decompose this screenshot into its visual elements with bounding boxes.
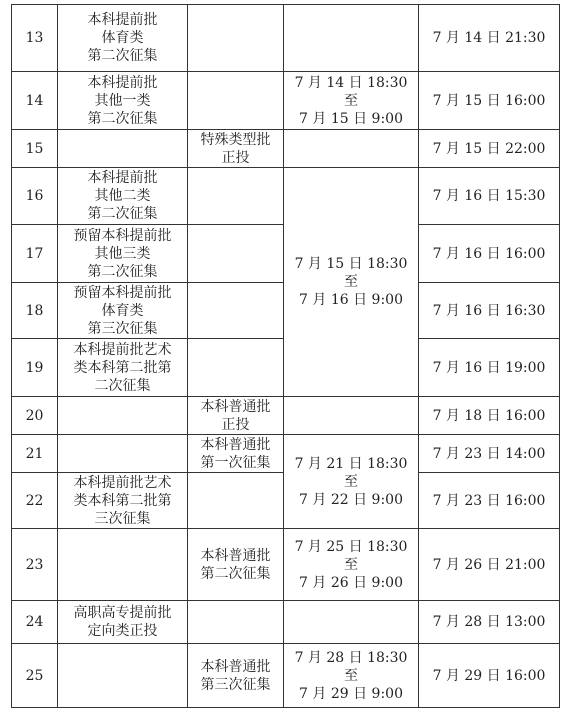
batch-cell: 本科提前批艺术 类本科第二批第 二次征集 bbox=[58, 339, 188, 397]
row-number: 25 bbox=[12, 644, 58, 708]
batch-cell: 高职高专提前批 定向类正投 bbox=[58, 601, 188, 644]
row-number: 17 bbox=[12, 225, 58, 283]
row-number: 23 bbox=[12, 529, 58, 601]
period-cell bbox=[284, 397, 419, 435]
type-cell: 本科普通批 第二次征集 bbox=[188, 529, 284, 601]
deadline-cell: 7 月 14 日 21:30 bbox=[419, 5, 560, 72]
deadline-cell: 7 月 23 日 14:00 bbox=[419, 435, 560, 473]
deadline-cell: 7 月 23 日 16:00 bbox=[419, 473, 560, 529]
type-cell bbox=[188, 225, 284, 283]
table-row bbox=[12, 5, 560, 72]
row-number: 15 bbox=[12, 130, 58, 168]
type-cell bbox=[188, 473, 284, 529]
row-number: 24 bbox=[12, 601, 58, 644]
type-cell bbox=[188, 283, 284, 339]
type-cell bbox=[188, 72, 284, 130]
type-cell bbox=[188, 5, 284, 72]
table-row bbox=[12, 601, 560, 644]
deadline-cell: 7 月 29 日 16:00 bbox=[419, 644, 560, 708]
period-cell: 7 月 28 日 18:30 至 7 月 29 日 9:00 bbox=[284, 644, 419, 708]
batch-cell bbox=[58, 130, 188, 168]
table-row bbox=[12, 130, 560, 168]
row-number: 21 bbox=[12, 435, 58, 473]
row-number: 20 bbox=[12, 397, 58, 435]
row-number: 13 bbox=[12, 5, 58, 72]
batch-cell: 本科提前批艺术 类本科第二批第 三次征集 bbox=[58, 473, 188, 529]
table-row bbox=[12, 72, 560, 130]
deadline-cell: 7 月 16 日 15:30 bbox=[419, 168, 560, 225]
deadline-cell: 7 月 15 日 22:00 bbox=[419, 130, 560, 168]
deadline-cell: 7 月 18 日 16:00 bbox=[419, 397, 560, 435]
row-number: 14 bbox=[12, 72, 58, 130]
type-cell bbox=[188, 339, 284, 397]
period-cell bbox=[284, 5, 419, 72]
batch-cell: 预留本科提前批 体育类 第三次征集 bbox=[58, 283, 188, 339]
type-cell: 本科普通批 正投 bbox=[188, 397, 284, 435]
type-cell: 本科普通批 第三次征集 bbox=[188, 644, 284, 708]
table-row bbox=[12, 397, 560, 435]
batch-cell: 本科提前批 其他一类 第二次征集 bbox=[58, 72, 188, 130]
batch-cell: 预留本科提前批 其他三类 第二次征集 bbox=[58, 225, 188, 283]
period-cell bbox=[284, 601, 419, 644]
batch-cell bbox=[58, 529, 188, 601]
batch-cell: 本科提前批 体育类 第二次征集 bbox=[58, 5, 188, 72]
row-number: 22 bbox=[12, 473, 58, 529]
deadline-cell: 7 月 15 日 16:00 bbox=[419, 72, 560, 130]
type-cell: 特殊类型批 正投 bbox=[188, 130, 284, 168]
admission-schedule-table bbox=[11, 4, 560, 708]
deadline-cell: 7 月 16 日 16:00 bbox=[419, 225, 560, 283]
type-cell bbox=[188, 168, 284, 225]
deadline-cell: 7 月 16 日 16:30 bbox=[419, 283, 560, 339]
type-cell: 本科普通批 第一次征集 bbox=[188, 435, 284, 473]
deadline-cell: 7 月 26 日 21:00 bbox=[419, 529, 560, 601]
period-cell: 7 月 14 日 18:30 至 7 月 15 日 9:00 bbox=[284, 72, 419, 130]
batch-cell bbox=[58, 435, 188, 473]
table-row bbox=[12, 168, 560, 225]
deadline-cell: 7 月 28 日 13:00 bbox=[419, 601, 560, 644]
table-row bbox=[12, 529, 560, 601]
batch-cell: 本科提前批 其他二类 第二次征集 bbox=[58, 168, 188, 225]
period-cell: 7 月 21 日 18:30 至 7 月 22 日 9:00 bbox=[284, 435, 419, 529]
row-number: 19 bbox=[12, 339, 58, 397]
deadline-cell: 7 月 16 日 19:00 bbox=[419, 339, 560, 397]
table-row bbox=[12, 644, 560, 708]
row-number: 18 bbox=[12, 283, 58, 339]
period-cell: 7 月 25 日 18:30 至 7 月 26 日 9:00 bbox=[284, 529, 419, 601]
batch-cell bbox=[58, 397, 188, 435]
type-cell bbox=[188, 601, 284, 644]
table-row bbox=[12, 435, 560, 473]
batch-cell bbox=[58, 644, 188, 708]
period-cell bbox=[284, 130, 419, 168]
row-number: 16 bbox=[12, 168, 58, 225]
period-cell: 7 月 15 日 18:30 至 7 月 16 日 9:00 bbox=[284, 168, 419, 397]
